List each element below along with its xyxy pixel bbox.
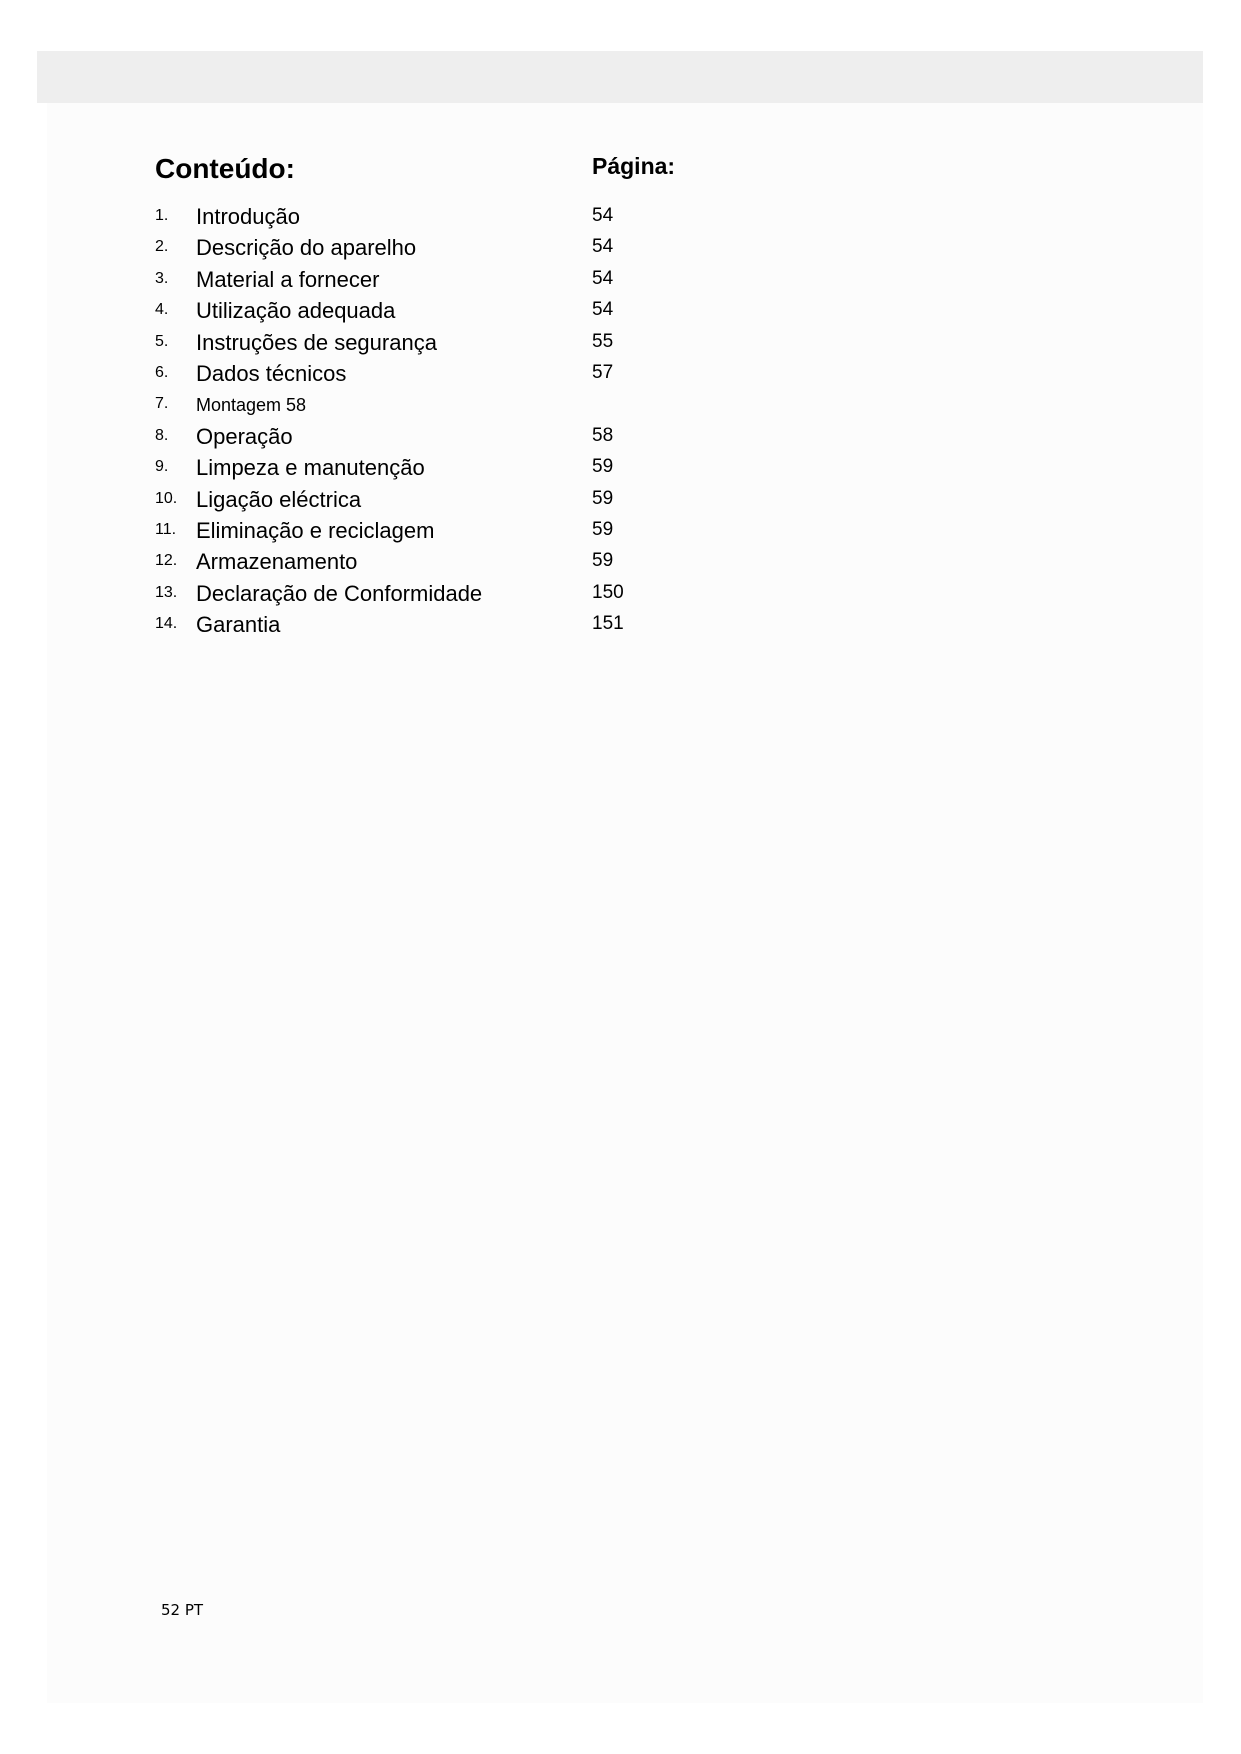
toc-item-title: Operação xyxy=(196,423,293,449)
toc-item-cleaning-maintenance xyxy=(155,453,715,484)
toc-item-assembly xyxy=(155,390,715,421)
toc-item-number: 13. xyxy=(155,583,178,601)
toc-item-supplied-material xyxy=(155,265,715,296)
contents-heading: Conteúdo: xyxy=(155,152,295,184)
table-of-contents xyxy=(155,202,715,641)
toc-item-page: 54 xyxy=(592,299,614,321)
toc-item-page: 151 xyxy=(592,613,624,635)
toc-item-page: 59 xyxy=(592,487,614,509)
toc-item-number: 4. xyxy=(155,301,169,319)
toc-item-number: 9. xyxy=(155,458,169,476)
toc-item-number: 3. xyxy=(155,269,169,287)
toc-item-title: Instruções de segurança xyxy=(196,329,437,355)
footer-page-number: 52 PT xyxy=(161,1601,204,1619)
toc-item-device-description xyxy=(155,233,715,264)
toc-item-page: 55 xyxy=(592,330,614,352)
toc-item-title: Montagem 58 xyxy=(196,395,307,416)
toc-item-title: Introdução xyxy=(196,204,300,229)
toc-item-title: Limpeza e manutenção xyxy=(196,455,425,481)
toc-item-number: 6. xyxy=(155,363,169,381)
toc-item-title: Dados técnicos xyxy=(196,360,347,386)
toc-item-number: 8. xyxy=(155,426,169,444)
toc-item-operation xyxy=(155,422,715,453)
toc-item-title: Eliminação e reciclagem xyxy=(196,517,435,543)
toc-item-page: 57 xyxy=(592,361,614,383)
toc-item-number: 11. xyxy=(155,520,177,538)
toc-item-page: 54 xyxy=(592,236,614,258)
toc-item-title: Declaração de Conformidade xyxy=(196,580,483,606)
toc-item-storage xyxy=(155,547,715,578)
toc-item-page: 58 xyxy=(592,424,614,446)
page-column-heading: Página: xyxy=(592,153,676,180)
toc-item-page: 54 xyxy=(592,205,614,226)
toc-item-title: Descrição do aparelho xyxy=(196,235,417,261)
toc-item-number: 1. xyxy=(155,207,169,224)
toc-item-proper-use xyxy=(155,296,715,327)
toc-item-page: 59 xyxy=(592,456,614,478)
toc-item-number: 14. xyxy=(155,615,178,633)
toc-item-page: 54 xyxy=(592,267,614,289)
toc-item-introduction xyxy=(155,202,715,233)
toc-item-page: 59 xyxy=(592,550,614,572)
header-band xyxy=(37,51,1203,103)
toc-item-page: 150 xyxy=(592,581,624,603)
toc-item-title: Armazenamento xyxy=(196,549,358,575)
toc-item-page: 59 xyxy=(592,518,614,540)
toc-item-title: Material a fornecer xyxy=(196,266,380,292)
toc-item-safety-instructions xyxy=(155,328,715,359)
toc-item-warranty xyxy=(155,610,715,641)
toc-item-declaration-conformity xyxy=(155,579,715,610)
toc-item-technical-data xyxy=(155,359,715,390)
toc-item-number: 2. xyxy=(155,238,169,256)
toc-item-disposal-recycling xyxy=(155,516,715,547)
toc-item-title: Ligação eléctrica xyxy=(196,486,362,512)
toc-item-number: 12. xyxy=(155,552,178,570)
toc-item-number: 7. xyxy=(155,395,169,413)
toc-item-number: 5. xyxy=(155,332,169,350)
toc-item-electrical-connection xyxy=(155,485,715,516)
toc-item-number: 10. xyxy=(155,489,178,507)
toc-item-title: Utilização adequada xyxy=(196,298,396,324)
toc-item-title: Garantia xyxy=(196,612,281,638)
